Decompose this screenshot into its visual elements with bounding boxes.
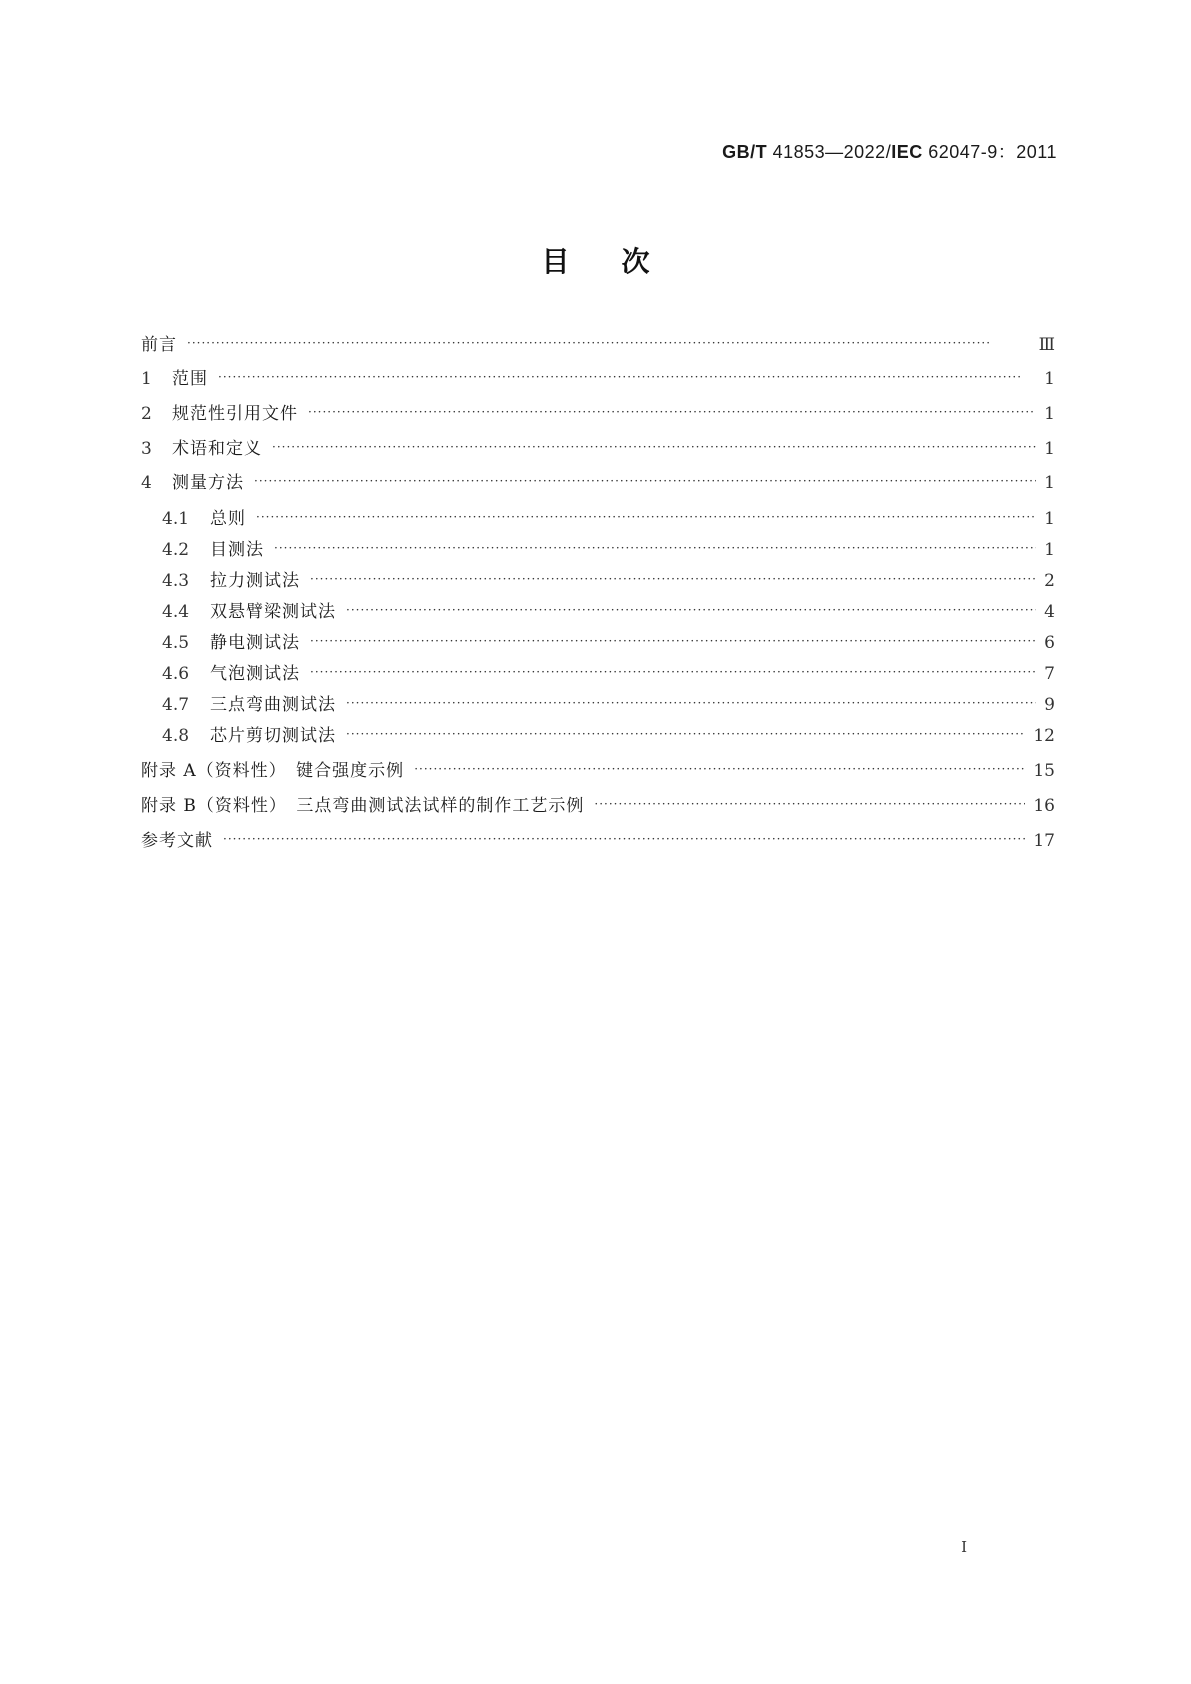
toc-leader-dots — [346, 604, 1036, 616]
toc-entry-page: 7 — [1044, 664, 1055, 684]
toc-entry-page: 6 — [1044, 633, 1055, 653]
toc-leader-dots — [414, 763, 1025, 775]
toc-entry-number: 4.4 — [162, 602, 190, 622]
toc-leader-dots — [346, 697, 1036, 709]
toc-entry-visual-inspection[interactable] — [162, 535, 1055, 560]
toc-entry-page: 1 — [1044, 540, 1055, 560]
toc-entry-page: 1 — [1044, 509, 1055, 529]
toc-entry-page: 9 — [1044, 695, 1055, 715]
toc-leader-dots — [346, 728, 1025, 740]
toc-entry-page: 1 — [1044, 439, 1055, 459]
toc-entry-bibliography[interactable] — [141, 826, 1055, 851]
toc-leader-dots — [308, 406, 1036, 418]
toc-entry-page: 17 — [1033, 831, 1055, 851]
toc-leader-dots — [310, 573, 1036, 585]
toc-entry-label: 三点弯曲测试法 — [210, 695, 336, 715]
document-code-standard-prefix: GB/T — [722, 142, 768, 162]
toc-entry-label: 气泡测试法 — [210, 664, 300, 684]
toc-entry-page: 1 — [1044, 404, 1055, 424]
toc-leader-dots — [310, 635, 1036, 647]
toc-entry-label: 附录 B（资料性） 三点弯曲测试法试样的制作工艺示例 — [141, 796, 585, 816]
toc-entry-label: 双悬臂梁测试法 — [210, 602, 336, 622]
toc-entry-appendix-b[interactable] — [141, 791, 1055, 816]
toc-entry-terms-definitions[interactable] — [141, 434, 1055, 459]
toc-entry-label: 拉力测试法 — [210, 571, 300, 591]
document-code-number: 41853—2022/ — [767, 142, 892, 162]
toc-entry-label: 目测法 — [210, 540, 264, 560]
toc-entry-label: 范围 — [172, 369, 208, 389]
toc-entry-electrostatic-test[interactable] — [162, 628, 1055, 653]
toc-entry-number: 1 — [141, 369, 152, 389]
toc-entry-label: 参考文献 — [141, 831, 213, 851]
toc-entry-normative-references[interactable] — [141, 399, 1055, 424]
toc-entry-page: 2 — [1044, 571, 1055, 591]
page-number: I — [961, 1538, 967, 1556]
toc-entry-label: 总则 — [210, 509, 246, 529]
document-code-iec-prefix: IEC — [891, 142, 923, 162]
toc-entry-label: 附录 A（资料性） 键合强度示例 — [141, 761, 405, 781]
toc-entry-number: 4.6 — [162, 664, 190, 684]
toc-leader-dots — [274, 542, 1036, 554]
toc-entry-appendix-a[interactable] — [141, 756, 1055, 781]
toc-entry-number: 4.1 — [162, 509, 190, 529]
toc-entry-blister-test[interactable] — [162, 659, 1055, 684]
toc-entry-page: 1 — [1044, 369, 1055, 389]
document-code — [722, 138, 1057, 164]
toc-entry-page: Ⅲ — [1038, 335, 1055, 355]
toc-leader-dots — [594, 798, 1025, 810]
toc-leader-dots — [223, 833, 1025, 845]
toc-entry-double-cantilever-beam[interactable] — [162, 597, 1055, 622]
toc-entry-foreword[interactable] — [141, 330, 1055, 355]
toc-entry-label: 术语和定义 — [172, 439, 262, 459]
toc-entry-tensile-test[interactable] — [162, 566, 1055, 591]
toc-entry-number: 4.5 — [162, 633, 190, 653]
toc-entry-label: 芯片剪切测试法 — [210, 726, 336, 746]
toc-entry-label: 规范性引用文件 — [172, 404, 298, 424]
toc-entry-three-point-bending[interactable] — [162, 690, 1055, 715]
toc-entry-page: 12 — [1033, 726, 1055, 746]
toc-leader-dots — [187, 337, 1031, 349]
toc-leader-dots — [254, 475, 1036, 487]
toc-entry-page: 4 — [1044, 602, 1055, 622]
toc-entry-number: 4.2 — [162, 540, 190, 560]
toc-entry-label: 前言 — [141, 335, 177, 355]
toc-entry-number: 4.7 — [162, 695, 190, 715]
toc-entry-number: 4.8 — [162, 726, 190, 746]
toc-entry-number: 4 — [141, 473, 152, 493]
toc-entry-number: 3 — [141, 439, 152, 459]
toc-entry-label: 静电测试法 — [210, 633, 300, 653]
document-code-iec-number: 62047-9：2011 — [922, 142, 1057, 162]
toc-leader-dots — [218, 371, 1036, 383]
toc-leader-dots — [272, 441, 1036, 453]
toc-entry-measurement-methods[interactable] — [141, 468, 1055, 493]
toc-entry-label: 测量方法 — [172, 473, 244, 493]
page-title: 目次 — [541, 245, 702, 278]
toc-entry-number: 4.3 — [162, 571, 190, 591]
toc-entry-page: 1 — [1044, 473, 1055, 493]
toc-entry-die-shear-test[interactable] — [162, 721, 1055, 746]
toc-entry-scope[interactable] — [141, 364, 1055, 389]
toc-entry-page: 16 — [1033, 796, 1055, 816]
toc-leader-dots — [256, 511, 1036, 523]
toc-entry-page: 15 — [1033, 761, 1055, 781]
toc-entry-general[interactable] — [162, 504, 1055, 529]
toc-entry-number: 2 — [141, 404, 152, 424]
toc-leader-dots — [310, 666, 1036, 678]
